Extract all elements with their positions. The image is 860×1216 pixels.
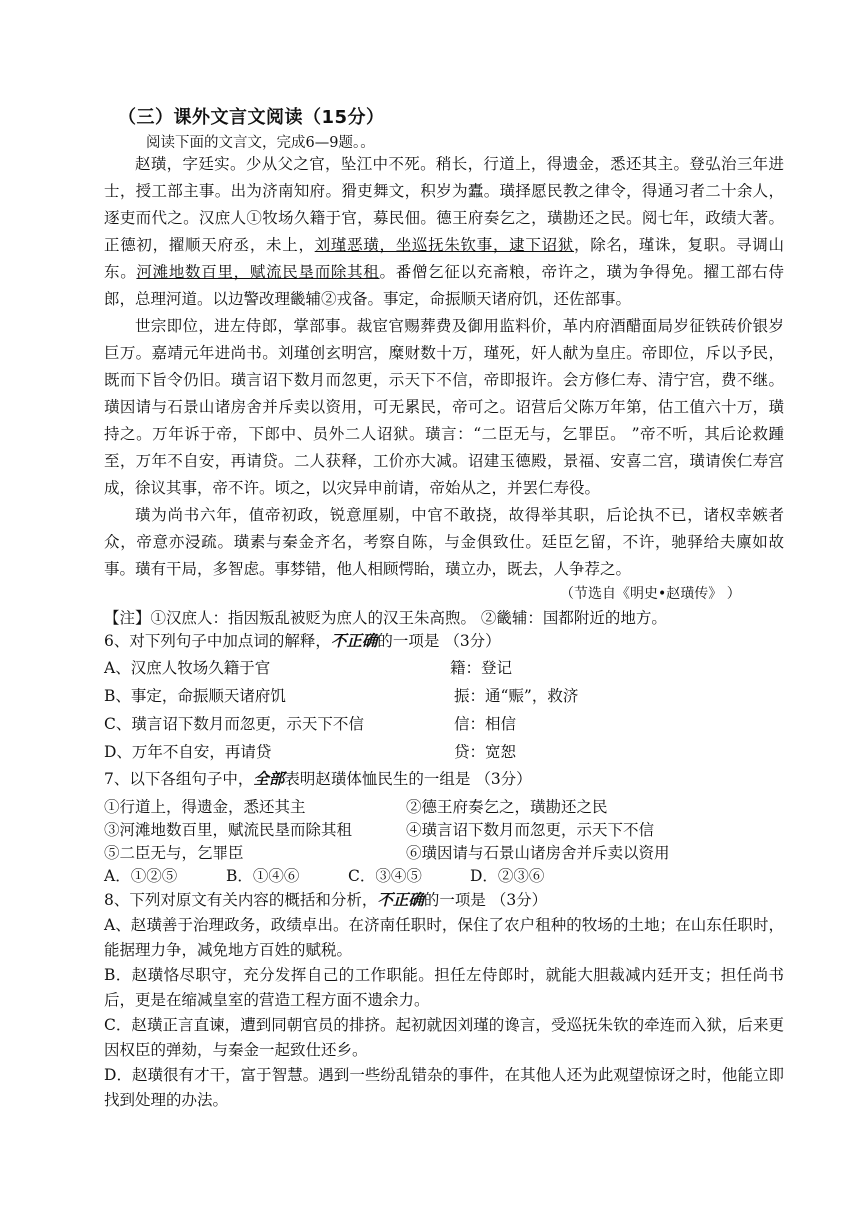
- question-8-stem: [104, 888, 547, 910]
- question-7-choice-d: D．②③⑥: [470, 867, 545, 885]
- stem-text: 7、以下各组句子中，: [104, 770, 254, 788]
- question-6-gloss-d: 贷：宽恕: [454, 743, 517, 761]
- stem-text: 的一项是 （3分）: [377, 632, 501, 650]
- passage-text: ，除名，瑾诛，复职。寻调山东。: [104, 236, 784, 281]
- question-6-stem: [104, 629, 501, 651]
- question-6-option-b: B、事定，命振顺天诸府饥: [104, 687, 286, 705]
- question-6-option-a: A、汉庶人牧场久籍于官: [104, 659, 271, 677]
- question-7-choice-c: C．③④⑤: [348, 867, 422, 885]
- question-7-stem: [104, 767, 532, 789]
- footnote: 【注】①汉庶人：指因叛乱被贬为庶人的汉王朱高煦。 ②畿辅：国都附近的地方。: [104, 609, 667, 627]
- instruction: 阅读下面的文言文，完成6—9题。。: [146, 135, 375, 151]
- question-7-item-5: ⑤二臣无与，乞罪臣: [104, 844, 244, 862]
- underlined-sentence-2: 河滩地数百里，赋流民垦而除其租: [136, 263, 380, 281]
- emphasis-text: 全部: [253, 769, 285, 788]
- stem-text: 8、下列对原文有关内容的概括和分析，: [104, 891, 378, 909]
- question-8-option-d: D．赵璜很有才干，富于智慧。遇到一些纷乱错杂的事件，在其他人还为此观望惊讶之时，他能立即找到处理的办法。: [104, 1066, 784, 1109]
- question-8-option-c: C．赵璜正言直谏，遭到同朝官员的排挤。起初就因刘瑾的谗言，受巡抚朱钦的牵连而入狱，后来更因权臣的弹劾，与秦金一起致仕还乡。: [104, 1016, 784, 1059]
- question-7-choice-b: B．①④⑥: [226, 867, 300, 885]
- question-6-option-d: D、万年不自安，再请贷: [104, 743, 272, 761]
- underlined-sentence-1: 刘瑾恶璜，坐巡抚朱钦事，逮下诏狱: [314, 236, 574, 254]
- question-6-option-c: C、璜言诏下数月而忽更，示天下不信: [104, 715, 364, 733]
- question-7-item-4: ④璜言诏下数月而忽更，示天下不信: [406, 821, 655, 839]
- passage-paragraph-1: [104, 151, 784, 313]
- passage-paragraph-3: 璜为尚书六年，值帝初政，锐意厘剔，中官不敢挠，故得举其职，后论执不已，诸权幸嫉者众，帝意亦浸疏。璜素与秦金齐名，考察自陈，与金俱致仕。廷臣乞留，不许，驰驿给夫廪如故事。璜有干局，多智虑。事棼错，他人相顾愕眙，璜立办，既去，人争荐之。: [104, 506, 784, 578]
- source-citation: （节选自《明史•赵璜传》 ）: [560, 586, 741, 602]
- passage-paragraph-2: 世宗即位，进左侍郎，掌部事。裁宦官赐葬费及御用监料价，革内府酒醋面局岁征铁砖价银岁巨万。嘉靖元年进尚书。刘瑾创玄明宫，糜财数十万，瑾死，奸人献为皇庄。帝即位，斥以予民，既而下旨令仍旧。璜言诏下数月而忽更，示天下不信，帝即报许。会方修仁寿、清宁宫，费不继。璜因请与石景山诸房舍并斥卖以资用，可无累民，帝可之。诏营后父陈万年第，估工值六十万，璜持之。万年诉于帝，下郎中、员外二人诏狱。璜言：“二臣无与，乞罪臣。 ”帝不听，其后论救踵至，万年不自安，再请贷。二人获释，工价亦大减。诏建玉德殿，景福、安喜二宫，璜请俟仁寿宫成，徐议其事，帝不许。顷之，以灾异申前请，帝始从之，并罢仁寿役。: [104, 317, 784, 497]
- question-7-item-6: ⑥璜因请与石景山诸房舍并斥卖以资用: [406, 844, 670, 862]
- passage-text: 。番僧乞征以充斋粮，帝许之，璜为争得免。擢工部右侍郎，总理河道。以边警改理畿辅②戎备。事定，命振顺天诸府饥，还佐部事。: [104, 263, 784, 308]
- question-6-gloss-c: 信：相信: [454, 715, 517, 733]
- stem-text: 表明赵璜体恤民生的一组是 （3分）: [284, 770, 532, 788]
- emphasis-text: 不正确: [377, 890, 424, 909]
- question-7-item-2: ②德王府奏乞之，璜勘还之民: [406, 798, 608, 816]
- section-title: （三）课外文言文阅读（15分）: [118, 107, 385, 128]
- emphasis-text: 不正确: [330, 631, 378, 650]
- passage-text: 赵璜，字廷实。少从父之官，坠江中不死。稍长，行道上，得遗金，悉还其主。登弘治三年进士，授工部主事。出为济南知府。猾吏舞文，积岁为蠹。璜择愿民教之律令，得通习者二十余人，逐吏而代之。汉庶人①牧场久籍于官，募民佃。德王府奏乞之，璜勘还之民。阅七年，政绩大著。正德初，擢顺天府丞，未上，: [104, 155, 784, 254]
- question-7-item-3: ③河滩地数百里，赋流民垦而除其租: [104, 821, 353, 839]
- question-7-item-1: ①行道上，得遗金，悉还其主: [104, 798, 306, 816]
- stem-text: 的一项是 （3分）: [423, 891, 548, 909]
- stem-text: 6、对下列句子中加点词的解释，: [104, 632, 331, 650]
- question-6-gloss-a: 籍：登记: [450, 659, 513, 677]
- question-8-option-a: A、赵璜善于治理政务，政绩卓出。在济南任职时，保住了农户租种的牧场的土地；在山东任职时，能据理力争，减免地方百姓的赋税。: [104, 916, 784, 959]
- question-6-gloss-b: 振：通“赈”，救济: [454, 687, 579, 705]
- question-7-choice-a: A．①②⑤: [104, 867, 178, 885]
- question-8-option-b: B．赵璜恪尽职守，充分发挥自己的工作职能。担任左侍郎时，就能大胆裁减内廷开支；担任尚书后，更是在缩减皇室的营造工程方面不遗余力。: [104, 966, 784, 1009]
